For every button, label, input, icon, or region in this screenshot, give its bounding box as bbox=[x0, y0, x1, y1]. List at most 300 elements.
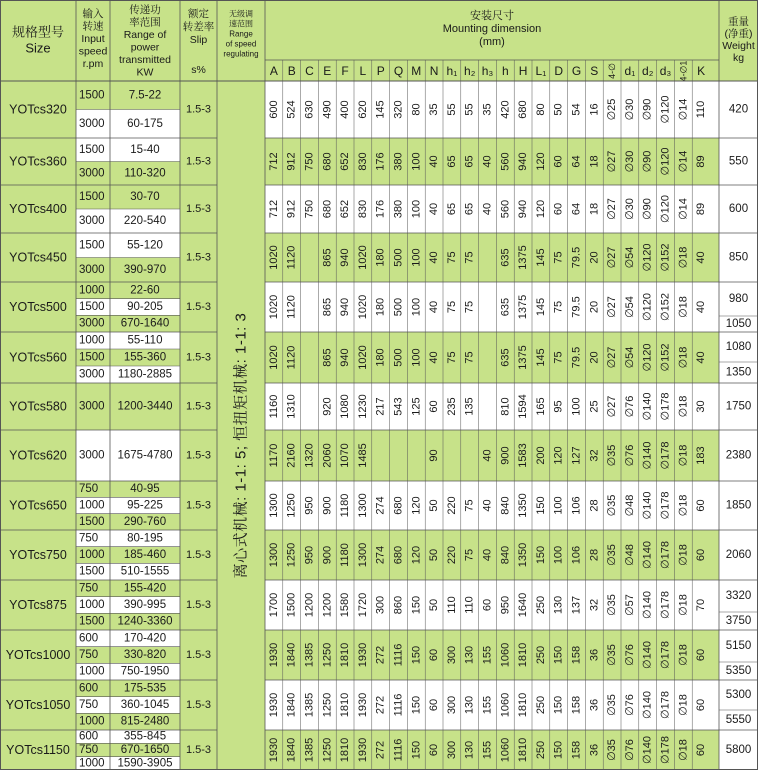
header-input-speed: 转速 bbox=[82, 20, 104, 33]
power-range: 110-320 bbox=[124, 167, 166, 180]
dim-value: ∅27 bbox=[606, 198, 619, 220]
dim-value: ∅140 bbox=[641, 491, 654, 520]
dim-value: 1810 bbox=[517, 737, 530, 763]
dim-value: 1840 bbox=[285, 642, 298, 668]
dim-value: 155 bbox=[481, 695, 494, 715]
slip-value: 1.5-3 bbox=[185, 699, 212, 711]
dim-value: 65 bbox=[463, 155, 476, 168]
dim-value: 110 bbox=[445, 596, 458, 614]
dim-value: 940 bbox=[339, 297, 352, 317]
dim-value: 1300 bbox=[356, 493, 369, 518]
power-range: 170-420 bbox=[123, 632, 167, 645]
header-dim-col: Q bbox=[393, 64, 404, 78]
dim-value: 1583 bbox=[517, 443, 530, 468]
weight-value: 2380 bbox=[725, 449, 752, 462]
dim-value: ∅140 bbox=[641, 736, 654, 764]
dim-value: 1375 bbox=[517, 245, 530, 270]
dim-value: 912 bbox=[285, 152, 298, 171]
dim-value: 36 bbox=[588, 698, 601, 712]
dim-value: 940 bbox=[339, 348, 352, 367]
dim-value: ∅35 bbox=[606, 444, 619, 467]
dim-value: 176 bbox=[374, 152, 387, 171]
dim-value: ∅120 bbox=[659, 95, 672, 124]
dim-value: ∅18 bbox=[677, 444, 690, 467]
model-name: YOTcs450 bbox=[9, 250, 67, 265]
dim-value: 80 bbox=[410, 103, 423, 116]
dim-value: 560 bbox=[499, 152, 512, 171]
dim-value: ∅27 bbox=[606, 150, 619, 173]
dim-value: 380 bbox=[392, 199, 405, 219]
input-speed: 750 bbox=[79, 744, 99, 756]
dim-value: 150 bbox=[552, 695, 565, 715]
dim-value: 950 bbox=[303, 496, 316, 515]
model-name: YOTcs620 bbox=[9, 448, 67, 463]
dim-value: 135 bbox=[463, 397, 476, 416]
dim-value: 300 bbox=[445, 740, 458, 760]
weight-value: 5800 bbox=[725, 744, 752, 756]
dim-value: 250 bbox=[534, 740, 547, 760]
dim-value: 274 bbox=[374, 545, 387, 565]
header-input-speed: Input bbox=[81, 33, 105, 45]
dim-value: 158 bbox=[570, 645, 583, 665]
header-dim-col: h₁ bbox=[446, 64, 458, 78]
dim-value: ∅35 bbox=[606, 739, 619, 761]
dim-value: 300 bbox=[445, 645, 458, 665]
dim-value: 652 bbox=[339, 199, 352, 219]
dim-value: 274 bbox=[374, 496, 387, 515]
dim-value: 200 bbox=[534, 446, 547, 465]
dim-value: 1930 bbox=[356, 737, 369, 763]
dim-value: ∅76 bbox=[623, 444, 636, 467]
header-dim-col: h bbox=[501, 64, 509, 78]
dim-value: 125 bbox=[410, 397, 423, 416]
input-speed: 1500 bbox=[79, 143, 105, 156]
header-dim-col: h₂ bbox=[464, 64, 476, 78]
header-dim-col: 4-∅1 bbox=[678, 60, 689, 82]
input-speed: 1500 bbox=[79, 301, 105, 313]
dim-value: 60 bbox=[695, 499, 708, 512]
dim-value: ∅120 bbox=[659, 147, 672, 176]
input-speed: 1500 bbox=[79, 351, 105, 364]
dim-value: 176 bbox=[374, 199, 387, 219]
dim-value: 300 bbox=[445, 695, 458, 715]
dim-value: 120 bbox=[534, 199, 547, 219]
dim-value: 1840 bbox=[285, 692, 298, 718]
weight-value: 850 bbox=[728, 251, 749, 264]
slip-value: 1.5-3 bbox=[185, 649, 212, 661]
dim-value: 1810 bbox=[339, 692, 352, 718]
dim-value: 1720 bbox=[356, 592, 369, 618]
dim-value: 1930 bbox=[356, 642, 369, 668]
dim-value: ∅76 bbox=[623, 739, 636, 761]
dim-value: 900 bbox=[499, 446, 512, 465]
dim-value: 60 bbox=[481, 598, 494, 612]
dim-value: ∅27 bbox=[606, 395, 619, 418]
dim-value: 25 bbox=[588, 400, 601, 413]
weight-value: 5300 bbox=[725, 689, 752, 701]
dim-value: ∅76 bbox=[623, 395, 636, 418]
input-speed: 1000 bbox=[79, 334, 105, 347]
dim-value: 1310 bbox=[285, 394, 298, 419]
dim-value: 75 bbox=[445, 351, 458, 364]
power-range: 670-1650 bbox=[120, 744, 170, 756]
dim-value: 150 bbox=[534, 545, 547, 565]
dim-value: 180 bbox=[374, 297, 387, 317]
dim-value: 40 bbox=[428, 300, 441, 314]
slip-value: 1.5-3 bbox=[185, 103, 212, 116]
dim-value: 620 bbox=[356, 100, 369, 119]
input-speed: 1000 bbox=[79, 715, 105, 728]
dim-value: 75 bbox=[463, 499, 476, 512]
header-dim-col: 4-∅ bbox=[607, 63, 618, 79]
dim-value: ∅178 bbox=[659, 591, 672, 619]
dim-value: 150 bbox=[552, 740, 565, 760]
dim-value: 1810 bbox=[339, 737, 352, 763]
header-dim-col: d₁ bbox=[624, 64, 636, 78]
dim-value: 1300 bbox=[267, 542, 280, 568]
dim-value: 55 bbox=[445, 103, 458, 116]
dim-value: 1020 bbox=[267, 245, 280, 270]
dim-value: 145 bbox=[534, 248, 547, 267]
dim-value: ∅152 bbox=[659, 293, 672, 321]
header-dim-col: P bbox=[376, 64, 385, 78]
dim-value: ∅90 bbox=[641, 150, 654, 173]
dim-value: ∅120 bbox=[641, 243, 654, 272]
power-range: 1675-4780 bbox=[117, 449, 173, 462]
dim-value: 1250 bbox=[321, 692, 334, 718]
dim-value: ∅120 bbox=[641, 343, 654, 372]
header-slip: 额定 bbox=[188, 8, 209, 20]
slip-value: 1.5-3 bbox=[185, 400, 212, 413]
dim-value: 560 bbox=[499, 199, 512, 219]
header-dim-col: d₃ bbox=[659, 64, 672, 78]
dim-value: 250 bbox=[534, 645, 547, 665]
dim-value: 40 bbox=[428, 155, 441, 168]
dim-value: 1250 bbox=[321, 737, 334, 763]
weight-value: 1350 bbox=[725, 366, 752, 379]
dim-value: 150 bbox=[410, 740, 423, 760]
dim-value: ∅54 bbox=[623, 346, 636, 369]
header-range: regulating bbox=[223, 49, 259, 59]
dim-value: 865 bbox=[321, 348, 334, 367]
dim-value: ∅48 bbox=[623, 494, 636, 517]
dim-value: 1200 bbox=[321, 592, 334, 618]
dim-value: 60 bbox=[428, 698, 441, 712]
slip-value: 1.5-3 bbox=[185, 351, 212, 364]
power-range: 55-110 bbox=[127, 334, 163, 347]
slip-value: 1.5-3 bbox=[185, 449, 212, 462]
weight-value: 600 bbox=[728, 203, 749, 215]
dim-value: 20 bbox=[588, 300, 601, 314]
dim-value: 900 bbox=[321, 496, 334, 515]
dim-value: 1020 bbox=[267, 345, 280, 370]
dim-value: ∅18 bbox=[677, 644, 690, 666]
dim-value: ∅27 bbox=[606, 346, 619, 369]
dim-value: 1160 bbox=[267, 394, 280, 419]
dim-value: 750 bbox=[303, 152, 316, 171]
power-range: 390-970 bbox=[123, 263, 167, 276]
weight-value: 3750 bbox=[725, 615, 752, 627]
dim-value: ∅18 bbox=[677, 246, 690, 269]
dim-value: ∅57 bbox=[623, 594, 636, 616]
model-name: YOTcs400 bbox=[9, 202, 67, 216]
dim-value: 1070 bbox=[339, 443, 352, 468]
dim-value: ∅18 bbox=[677, 544, 690, 566]
power-range: 60-175 bbox=[127, 117, 163, 130]
input-speed: 3000 bbox=[79, 167, 105, 180]
weight-value: 2060 bbox=[725, 549, 752, 561]
dim-value: ∅18 bbox=[677, 694, 690, 716]
power-range: 1180-2885 bbox=[117, 368, 173, 381]
dim-value: ∅178 bbox=[659, 491, 672, 520]
dim-value: 500 bbox=[392, 248, 405, 267]
model-name: YOTcs580 bbox=[9, 399, 67, 414]
dim-value: 80 bbox=[534, 103, 547, 116]
power-range: 290-760 bbox=[123, 515, 167, 528]
slip-value: 1.5-3 bbox=[185, 599, 212, 611]
input-speed: 3000 bbox=[79, 400, 105, 413]
input-speed: 1500 bbox=[79, 191, 105, 203]
dim-value: ∅25 bbox=[606, 98, 619, 121]
input-speed: 600 bbox=[79, 730, 99, 743]
dim-value: 75 bbox=[445, 251, 458, 264]
dim-value: 1250 bbox=[285, 493, 298, 518]
dim-value: 1930 bbox=[356, 692, 369, 718]
dim-value: 1810 bbox=[517, 642, 530, 668]
dim-value: 940 bbox=[339, 248, 352, 267]
dim-value: 137 bbox=[570, 595, 583, 615]
dim-value: 79.5 bbox=[570, 246, 583, 269]
dim-value: 865 bbox=[321, 248, 334, 267]
slip-value: 1.5-3 bbox=[185, 744, 212, 756]
dim-value: ∅18 bbox=[677, 395, 690, 418]
dim-value: 1200 bbox=[303, 592, 316, 618]
dim-value: 60 bbox=[552, 155, 565, 168]
dim-value: 75 bbox=[445, 300, 458, 314]
weight-value: 5550 bbox=[725, 714, 752, 726]
model-name: YOTcs1150 bbox=[6, 743, 70, 757]
dim-value: 840 bbox=[499, 496, 512, 515]
dim-value: 75 bbox=[552, 300, 565, 314]
dim-value: ∅140 bbox=[641, 392, 654, 421]
dim-value: ∅35 bbox=[606, 494, 619, 517]
dim-value: ∅140 bbox=[641, 691, 654, 719]
dim-value: 1580 bbox=[339, 592, 352, 618]
dim-value: 1230 bbox=[356, 394, 369, 419]
dim-value: 40 bbox=[695, 251, 708, 264]
header-dim-col: N bbox=[429, 64, 439, 78]
dim-value: 180 bbox=[374, 348, 387, 367]
dim-value: 18 bbox=[588, 202, 601, 216]
dim-value: 20 bbox=[588, 351, 601, 364]
dim-value: 950 bbox=[499, 595, 512, 615]
dim-value: 100 bbox=[552, 496, 565, 515]
dim-value: 950 bbox=[303, 545, 316, 565]
power-range: 30-70 bbox=[130, 191, 160, 203]
dim-value: 1385 bbox=[303, 642, 316, 668]
dim-value: 1640 bbox=[517, 592, 530, 618]
dim-value: 75 bbox=[463, 251, 476, 264]
dim-value: 150 bbox=[410, 695, 423, 715]
dim-value: 60 bbox=[552, 202, 565, 216]
input-speed: 3000 bbox=[79, 449, 105, 462]
range-text: 离心式机械: 1-1: 5; 恒扭矩机械: 1-1: 3 bbox=[232, 312, 250, 579]
input-speed: 1500 bbox=[79, 89, 105, 102]
dim-value: 1500 bbox=[285, 592, 298, 618]
dim-value: 32 bbox=[588, 449, 601, 462]
dim-value: 1116 bbox=[392, 738, 405, 762]
dim-value: 150 bbox=[534, 496, 547, 515]
dim-value: 860 bbox=[392, 595, 405, 615]
dim-value: 64 bbox=[570, 155, 583, 168]
header-input-speed: speed bbox=[78, 45, 108, 58]
dim-value: 120 bbox=[410, 496, 423, 515]
dim-value: 79.5 bbox=[570, 346, 583, 369]
dim-value: 40 bbox=[481, 155, 494, 168]
dim-value: 1120 bbox=[285, 295, 298, 319]
header-weight: 重量 bbox=[728, 16, 749, 28]
header-mounting: (mm) bbox=[479, 36, 505, 48]
dim-value: 2060 bbox=[321, 443, 334, 468]
header-slip: 转差率 bbox=[182, 21, 215, 33]
slip-value: 1.5-3 bbox=[185, 155, 212, 168]
dim-value: 1060 bbox=[499, 642, 512, 668]
dim-value: 500 bbox=[392, 297, 405, 317]
dim-value: ∅14 bbox=[677, 198, 690, 220]
model-name: YOTcs320 bbox=[9, 102, 67, 117]
dim-value: ∅48 bbox=[623, 544, 636, 566]
model-name: YOTcs500 bbox=[9, 300, 67, 314]
dim-value: 543 bbox=[392, 397, 405, 416]
dim-value: 60 bbox=[695, 698, 708, 712]
header-dim-col: h₃ bbox=[481, 64, 494, 78]
dim-value: ∅30 bbox=[623, 150, 636, 173]
dim-value: 840 bbox=[499, 545, 512, 565]
dim-value: ∅18 bbox=[677, 739, 690, 761]
power-range: 330-820 bbox=[123, 649, 167, 661]
dim-value: 40 bbox=[428, 351, 441, 364]
dim-value: 1020 bbox=[356, 245, 369, 270]
dim-value: 1350 bbox=[517, 542, 530, 568]
dim-value: 183 bbox=[695, 446, 708, 465]
dim-value: 1385 bbox=[303, 737, 316, 763]
dim-value: 600 bbox=[267, 100, 280, 119]
dim-value: 65 bbox=[463, 202, 476, 216]
dim-value: 145 bbox=[534, 348, 547, 367]
header-size: 规格型号 bbox=[11, 24, 65, 40]
header-weight: (净重) bbox=[724, 28, 753, 40]
dim-value: 36 bbox=[588, 648, 601, 662]
power-range: 95-225 bbox=[127, 499, 163, 512]
header-dim-col: L₁ bbox=[535, 64, 547, 78]
dim-value: 300 bbox=[374, 595, 387, 615]
dim-value: 60 bbox=[428, 743, 441, 757]
slip-value: 1.5-3 bbox=[185, 251, 212, 264]
dim-value: 40 bbox=[695, 300, 708, 314]
power-range: 80-195 bbox=[127, 532, 163, 545]
dim-value: ∅35 bbox=[606, 694, 619, 716]
header-power: power bbox=[130, 41, 160, 54]
dim-value: 75 bbox=[463, 300, 476, 314]
input-speed: 1500 bbox=[79, 615, 105, 628]
dim-value: 652 bbox=[339, 152, 352, 171]
dim-value: 35 bbox=[428, 103, 441, 116]
dim-value: 54 bbox=[570, 103, 583, 116]
power-range: 390-995 bbox=[123, 599, 167, 611]
dim-value: 100 bbox=[410, 152, 423, 171]
dim-value: 1300 bbox=[356, 542, 369, 568]
dim-value: ∅54 bbox=[623, 246, 636, 269]
dim-value: 940 bbox=[517, 199, 530, 219]
header-dim-col: D bbox=[554, 64, 564, 78]
input-speed: 3000 bbox=[79, 368, 105, 381]
dim-value: 1170 bbox=[267, 443, 280, 468]
header-dim-col: S bbox=[590, 64, 599, 78]
dim-value: 100 bbox=[410, 348, 423, 367]
dim-value: ∅140 bbox=[641, 441, 654, 470]
dim-value: 1385 bbox=[303, 692, 316, 718]
dim-value: 830 bbox=[356, 152, 369, 171]
dim-value: 130 bbox=[463, 740, 476, 760]
dim-value: 250 bbox=[534, 595, 547, 615]
dim-value: ∅140 bbox=[641, 641, 654, 669]
dim-value: ∅14 bbox=[677, 98, 690, 121]
input-speed: 1500 bbox=[79, 515, 105, 528]
dim-value: 2160 bbox=[285, 443, 298, 468]
dim-value: 1375 bbox=[517, 294, 530, 320]
dim-value: 110 bbox=[463, 596, 476, 614]
dim-value: 217 bbox=[374, 397, 387, 416]
dim-value: 150 bbox=[410, 595, 423, 615]
power-range: 155-360 bbox=[123, 351, 167, 364]
dim-value: 50 bbox=[552, 103, 565, 116]
dim-value: ∅178 bbox=[659, 641, 672, 669]
power-range: 55-120 bbox=[127, 239, 163, 252]
dim-value: ∅18 bbox=[677, 296, 690, 318]
dim-value: 90 bbox=[428, 449, 441, 462]
power-range: 1240-3360 bbox=[117, 615, 173, 628]
dim-value: 500 bbox=[392, 348, 405, 367]
header-dim-col: B bbox=[287, 64, 296, 78]
dim-value: 1080 bbox=[339, 394, 352, 419]
dim-value: 65 bbox=[445, 155, 458, 168]
dim-value: 1250 bbox=[321, 642, 334, 668]
weight-value: 5350 bbox=[725, 665, 752, 677]
weight-value: 1750 bbox=[725, 400, 752, 413]
dim-value: 920 bbox=[321, 397, 334, 416]
dim-value: 28 bbox=[588, 548, 601, 562]
dim-value: 40 bbox=[481, 548, 494, 562]
dim-value: 75 bbox=[552, 351, 565, 364]
header-dim-col: A bbox=[269, 64, 278, 78]
dim-value: 630 bbox=[303, 100, 316, 119]
dim-value: 830 bbox=[356, 199, 369, 219]
dim-value: 155 bbox=[481, 740, 494, 760]
dim-value: 70 bbox=[695, 598, 708, 612]
dim-value: ∅30 bbox=[623, 198, 636, 220]
dim-value: ∅140 bbox=[641, 541, 654, 569]
dim-value: ∅35 bbox=[606, 644, 619, 666]
dim-value: ∅140 bbox=[641, 591, 654, 619]
header-size: Size bbox=[25, 40, 51, 56]
dim-value: 30 bbox=[695, 400, 708, 413]
weight-value: 1850 bbox=[725, 499, 752, 512]
input-speed: 750 bbox=[79, 649, 99, 661]
power-range: 40-95 bbox=[130, 483, 160, 496]
header-dim-col: G bbox=[571, 64, 582, 78]
dim-value: 60 bbox=[428, 400, 441, 413]
model-name: YOTcs750 bbox=[9, 548, 67, 562]
